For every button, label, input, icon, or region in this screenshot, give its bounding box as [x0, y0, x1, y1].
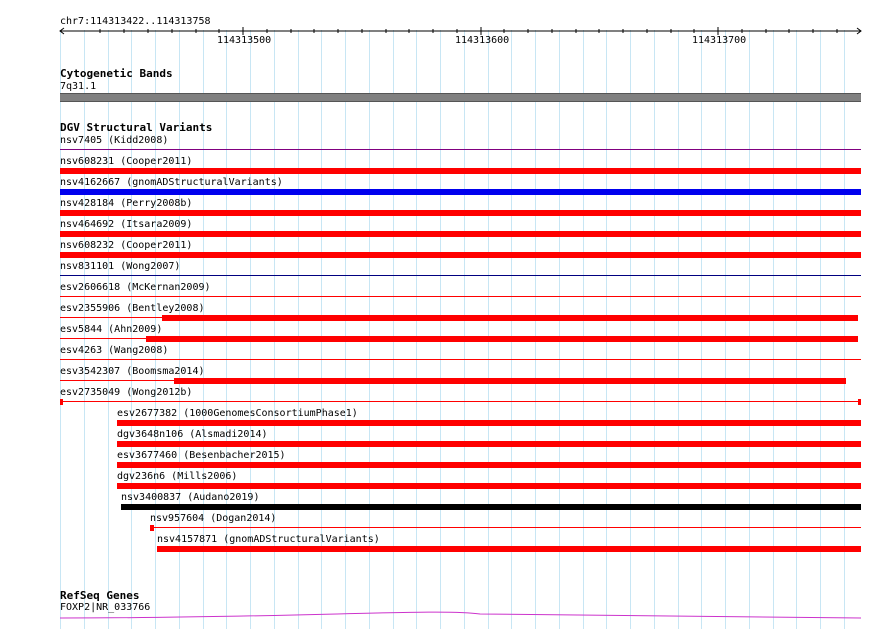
variant-feature[interactable]: [117, 420, 861, 426]
band-label: 7q31.1: [60, 81, 97, 92]
variant-label[interactable]: nsv608231 (Cooper2011): [60, 156, 193, 167]
variant-label[interactable]: esv3677460 (Besenbacher2015): [117, 450, 286, 461]
variant-feature[interactable]: [157, 546, 861, 552]
gene-intron-line[interactable]: [0, 608, 890, 622]
variant-label[interactable]: esv2677382 (1000GenomesConsortiumPhase1): [117, 408, 358, 419]
variant-feature[interactable]: [60, 189, 861, 195]
variant-feature[interactable]: [60, 359, 861, 360]
variant-feature[interactable]: [117, 483, 861, 489]
variant-label[interactable]: nsv4157871 (gnomADStructuralVariants): [157, 534, 380, 545]
variant-feature[interactable]: [162, 315, 858, 321]
variant-label[interactable]: dgv3648n106 (Alsmadi2014): [117, 429, 268, 440]
variant-feature[interactable]: [60, 149, 861, 150]
variant-feature[interactable]: [60, 275, 861, 276]
variant-label[interactable]: nsv831101 (Wong2007): [60, 261, 181, 272]
variant-label[interactable]: nsv464692 (Itsara2009): [60, 219, 193, 230]
variant-label[interactable]: esv2735049 (Wong2012b): [60, 387, 193, 398]
variant-label[interactable]: esv3542307 (Boomsma2014): [60, 366, 205, 377]
track-title: DGV Structural Variants: [60, 121, 213, 134]
variant-connector: [60, 380, 174, 381]
variant-feature[interactable]: [60, 399, 63, 405]
tick-label: 114313500: [217, 35, 272, 46]
variant-label[interactable]: esv4263 (Wang2008): [60, 345, 169, 356]
variant-connector: [63, 401, 858, 402]
variant-feature[interactable]: [117, 441, 861, 447]
variant-label[interactable]: nsv4162667 (gnomADStructuralVariants): [60, 177, 283, 188]
variant-feature[interactable]: [117, 462, 861, 468]
variant-label[interactable]: nsv7405 (Kidd2008): [60, 135, 169, 146]
tick-label: 114313600: [455, 35, 510, 46]
variant-feature[interactable]: [60, 252, 861, 258]
gene-label[interactable]: FOXP2|NR_033766: [60, 602, 151, 613]
variant-feature[interactable]: [174, 378, 846, 384]
variant-feature[interactable]: [146, 336, 858, 342]
variant-label[interactable]: esv2355906 (Bentley2008): [60, 303, 205, 314]
variant-feature[interactable]: [60, 231, 861, 237]
variant-feature[interactable]: [60, 168, 861, 174]
variant-connector: [60, 338, 146, 339]
track-title: RefSeq Genes: [60, 589, 140, 602]
tick-label: 114313700: [692, 35, 747, 46]
track-title: Cytogenetic Bands: [60, 67, 173, 80]
variant-label[interactable]: esv5844 (Ahn2009): [60, 324, 163, 335]
variant-feature[interactable]: [60, 296, 861, 297]
variant-label[interactable]: nsv428184 (Perry2008b): [60, 198, 193, 209]
cytoband-bar[interactable]: [60, 93, 861, 102]
variant-feature[interactable]: [121, 504, 861, 510]
variant-label[interactable]: esv2606618 (McKernan2009): [60, 282, 211, 293]
variant-feature[interactable]: [150, 525, 154, 531]
variant-label[interactable]: nsv608232 (Cooper2011): [60, 240, 193, 251]
ruler-axis: [0, 0, 890, 50]
variant-label[interactable]: nsv957604 (Dogan2014): [150, 513, 277, 524]
location-label: chr7:114313422..114313758: [60, 16, 211, 27]
variant-connector: [60, 317, 162, 318]
variant-label[interactable]: nsv3400837 (Audano2019): [121, 492, 260, 503]
variant-feature[interactable]: [60, 210, 861, 216]
variant-label[interactable]: dgv236n6 (Mills2006): [117, 471, 238, 482]
variant-feature[interactable]: [858, 399, 861, 405]
variant-connector: [154, 527, 861, 528]
